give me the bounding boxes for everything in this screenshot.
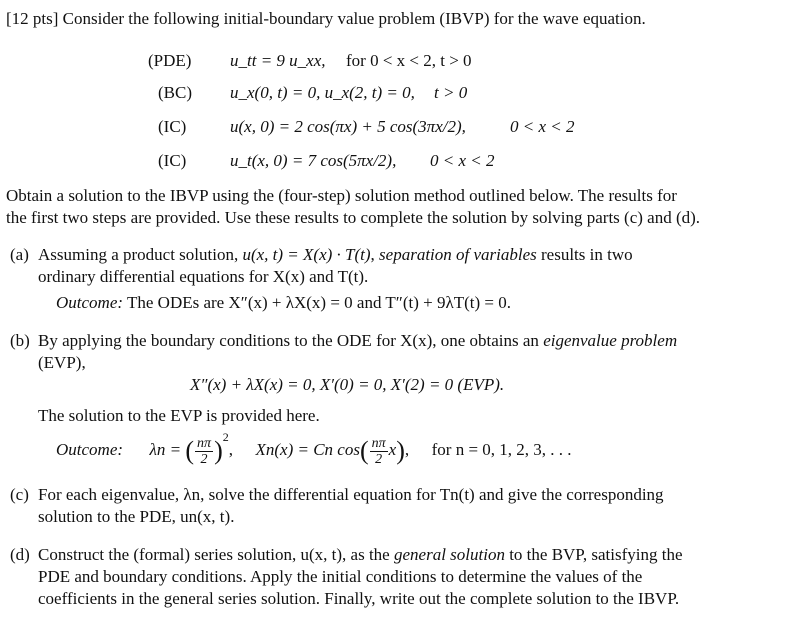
xn-fraction: $\frac{n\pi}{2}$ <box>371 435 386 467</box>
instructions <box>6 185 796 229</box>
product-solution: u(x, t) = X(x) · T(t) <box>242 245 371 264</box>
n-range: for n = 0, 1, 2, 3, . . . <box>431 440 572 459</box>
system-eq-pde: u_tt = 9 u_xx, <box>230 51 326 70</box>
separation-of-variables: separation of variables <box>379 245 537 264</box>
part-d-line-3: coefficients in the general series solution. Finally, write out the complete solution to the IBVP. <box>38 589 680 608</box>
part-a-line-1: Assuming a product solution, u(x, t) = X(x) · T(t), separation of variables results in two <box>38 245 633 264</box>
part-c-line-2: solution to the PDE, un(x, t). <box>38 507 235 526</box>
outcome-label-b: Outcome: <box>56 440 124 459</box>
part-b-line-1: By applying the boundary conditions to the ODE for X(x), one obtains an eigenvalue problem <box>38 331 678 350</box>
instructions-line-1: Obtain a solution to the IBVP using the (four-step) solution method outlined below. The results for <box>6 186 677 205</box>
outcome-text-a: The ODEs are X″(x) + λX(x) = 0 and T″(t) + 9λT(t) = 0. <box>126 293 512 312</box>
intro-text: Consider the following initial-boundary value problem (IBVP) for the wave equation. <box>62 9 646 28</box>
part-a-line-2: ordinary differential equations for X(x) and T(t). <box>38 267 369 286</box>
part-c-line-1: For each eigenvalue, λn, solve the differential equation for Tn(t) and give the corresponding <box>38 485 664 504</box>
part-d-label: (d) <box>10 545 30 564</box>
evp-provided-text: The solution to the EVP is provided here. <box>38 406 320 425</box>
lambda-n: λn = <box>149 440 182 459</box>
part-b-outcome: Outcome: λn = ( $\frac{n\pi}{2}$ )$^2$, Xn(x) = Cn cos( $\frac{n\pi}{2}$ x), for n = 0, 1, 2, 3, . . . <box>56 430 572 467</box>
part-c-label: (c) <box>10 485 29 504</box>
part-a-outcome <box>56 292 511 314</box>
xn-argument: x <box>388 440 397 459</box>
problem-header <box>6 8 646 30</box>
system-cond-ic2: 0 < x < 2 <box>430 151 495 170</box>
eigenvalue-problem: eigenvalue problem <box>543 331 678 350</box>
evp-equation: X″(x) + λX(x) = 0, X′(0) = 0, X′(2) = 0 (EVP). <box>190 375 505 394</box>
system-cond-ic1: 0 < x < 2 <box>510 117 575 136</box>
part-a-label: (a) <box>10 245 29 264</box>
system-eq-ic1: u(x, 0) = 2 cos(πx) + 5 cos(3πx/2), <box>230 117 466 136</box>
lambda-power: 2 <box>222 430 229 444</box>
system-tag-ic2: (IC) <box>158 151 187 170</box>
system-tag-bc: (BC) <box>158 83 192 102</box>
system-cond-bc: t > 0 <box>434 83 468 102</box>
part-b-line-2: (EVP), <box>38 353 86 372</box>
system-cond-pde: for 0 < x < 2, t > 0 <box>346 51 472 70</box>
lambda-fraction: $\frac{n\pi}{2}$ <box>197 435 212 467</box>
part-b-label: (b) <box>10 331 30 350</box>
part-d-line-2: PDE and boundary conditions. Apply the initial conditions to determine the values of the <box>38 567 643 586</box>
system-tag-ic1: (IC) <box>158 117 187 136</box>
points-label: [12 pts] <box>6 9 59 28</box>
system-tag-pde: (PDE) <box>148 51 192 70</box>
general-solution: general solution <box>393 545 505 564</box>
outcome-label-a: Outcome: <box>56 293 124 312</box>
instructions-line-2: the first two steps are provided. Use these results to complete the solution by solving parts (c) and (d). <box>6 208 701 227</box>
xn-eigenfunction: Xn(x) = Cn cos <box>255 440 360 459</box>
part-d-line-1: Construct the (formal) series solution, u(x, t), as the general solution to the BVP, satisfying the <box>38 545 683 564</box>
system-eq-ic2: u_t(x, 0) = 7 cos(5πx/2), <box>230 151 397 170</box>
system-eq-bc: u_x(0, t) = 0, u_x(2, t) = 0, <box>230 83 415 102</box>
